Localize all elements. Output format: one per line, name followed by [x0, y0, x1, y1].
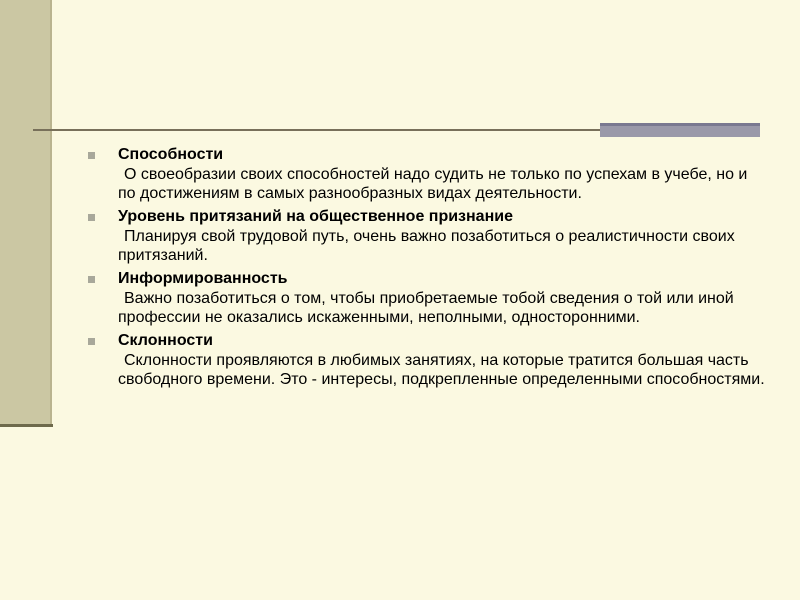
list-item [88, 331, 768, 389]
slide-content [88, 143, 768, 393]
left-decorative-bar [0, 0, 52, 426]
item-title: Информированность [118, 270, 288, 287]
header-divider-block-edge [600, 123, 760, 126]
item-title: Уровень притязаний на общественное признание [118, 208, 513, 225]
square-bullet-icon [88, 152, 95, 159]
item-title: Способности [118, 146, 224, 163]
item-text: Склонности проявляются в любимых занятиях, на которые тратится большая часть свободного времени. Это - интересы, подкрепленные определенными способностями. [118, 352, 765, 388]
left-bar-foot-line [0, 424, 53, 427]
item-text: О своеобразии своих способностей надо судить не только по успехам в учебе, но и по достижениям в самых разнообразных видах деятельности. [118, 166, 748, 202]
item-title: Склонности [118, 332, 213, 349]
header-divider-line [33, 129, 600, 131]
square-bullet-icon [88, 276, 95, 283]
square-bullet-icon [88, 214, 95, 221]
item-text: Важно позаботиться о том, чтобы приобретаемые тобой сведения о той или иной профессии не оказались искаженными, неполными, односторонними. [118, 290, 734, 326]
list-item [88, 269, 768, 327]
list-item [88, 207, 768, 265]
item-text: Планируя свой трудовой путь, очень важно позаботиться о реалистичности своих притязаний. [118, 228, 735, 264]
square-bullet-icon [88, 338, 95, 345]
list-item [88, 145, 768, 203]
